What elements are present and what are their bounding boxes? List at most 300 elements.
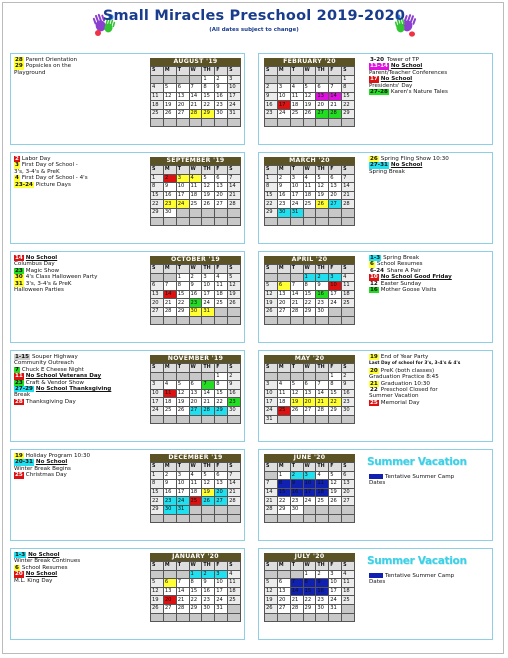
calendar-day: 18 [342,587,355,596]
calendar-day: 6 [329,174,342,183]
calendar-day: 23 [342,398,355,407]
note-text: School Resumes [376,261,423,268]
calendar-day: 3 [176,174,189,183]
calendar-day: 22 [176,299,189,308]
month-name: JANUARY '20 [150,553,241,561]
date-tag: 20 [370,367,378,374]
calendar-day: 14 [202,389,215,398]
calendar-day: 30 [189,307,202,316]
calendar-blank [342,604,355,613]
calendar-day: 31 [215,604,228,613]
calendar-day: 28 [290,307,303,316]
calendar-day: 28 [189,109,202,118]
month-notes [14,156,88,188]
calendar-blank [290,372,303,381]
date-tag: 20-31 [15,459,33,466]
date-tag: 10 [370,274,378,281]
calendar-blank [303,514,316,523]
calendar-day: 9 [316,282,329,291]
calendar-blank [215,307,228,316]
calendar-day: 18 [303,191,316,200]
month-calendar [150,454,241,523]
calendar-day: 8 [303,579,316,588]
calendar-day: 24 [303,497,316,506]
calendar-blank [202,514,215,523]
calendar-day: 6 [176,84,189,93]
calendar-day: 1 [202,75,215,84]
calendar-day: 5 [303,84,316,93]
note-text: First Day of School - [21,162,78,169]
calendar-blank [163,372,176,381]
calendar-day: 12 [265,290,278,299]
calendar-day: 9 [163,480,176,489]
date-tag: 27-28 [370,89,388,96]
weekday-header: W [189,265,202,274]
weekday-header: T [176,463,189,472]
note-text: Last Day of school for 3's, 3-4's & 4's [369,361,461,367]
page-subtitle: (All dates subject to change) [209,27,299,33]
weekday-header: W [303,67,316,76]
calendar-day: 23 [290,497,303,506]
calendar-day: 8 [215,381,228,390]
calendar-day: 17 [303,488,316,497]
calendar-day: 22 [342,101,355,110]
calendar-blank [215,217,228,226]
calendar-day: 27 [176,109,189,118]
calendar-blank [277,118,290,127]
calendar-day: 24 [176,497,189,506]
calendar-blank [215,118,228,127]
calendar-blank [342,217,355,226]
calendar-day: 15 [303,290,316,299]
note-text: Share A Pair [387,267,421,274]
calendar-day: 6 [215,174,228,183]
calendar-day: 17 [277,101,290,110]
calendar-blank [202,217,215,226]
calendar-day: 16 [163,488,176,497]
date-tag: 25 [370,399,378,406]
calendar-day: 4 [228,570,241,579]
weekday-header: S [151,364,164,373]
calendar-blank [342,316,355,325]
calendar-day: 12 [163,92,176,101]
calendar-blank [303,217,316,226]
calendar-day: 21 [342,191,355,200]
month-calendar [264,355,355,424]
calendar-day: 10 [265,389,278,398]
calendar-blank [265,570,278,579]
weekday-header: S [228,463,241,472]
weekday-header: T [290,166,303,175]
note-text: No School [28,552,60,558]
calendar-day: 14 [265,488,278,497]
calendar-blank [265,273,278,282]
note-text: End of Year Party [380,354,429,360]
weekday-header: S [228,562,241,571]
calendar-day: 9 [163,183,176,192]
calendar-blank [277,372,290,381]
calendar-day: 24 [228,101,241,110]
calendar-blank [176,372,189,381]
calendar-day: 3 [215,570,228,579]
calendar-day: 27 [303,406,316,415]
weekday-header: M [163,166,176,175]
month-calendar [150,256,241,325]
note-text: No School [390,63,423,70]
calendar-blank [290,415,303,424]
calendar-day: 3 [329,570,342,579]
month-calendar [150,58,241,127]
note-text: Picture Days [35,181,71,188]
calendar-day: 20 [303,398,316,407]
weekday-header: W [303,265,316,274]
calendar-day: 22 [151,497,164,506]
calendar-day: 16 [228,389,241,398]
calendar-day: 29 [265,208,278,217]
weekday-header: W [303,364,316,373]
calendar-day: 26 [163,109,176,118]
weekday-header: M [163,364,176,373]
calendar-day: 31 [202,307,215,316]
calendar-day: 10 [176,183,189,192]
calendar-day: 17 [329,290,342,299]
weekday-header: F [329,463,342,472]
calendar-day: 28 [228,200,241,209]
calendar-day: 15 [277,488,290,497]
calendar-day: 17 [228,92,241,101]
calendar-day: 27 [342,497,355,506]
calendar-day: 5 [202,174,215,183]
calendar-blank [303,75,316,84]
calendar-day: 2 [290,471,303,480]
note-text: No School Thanksgiving [35,386,112,393]
note-line [369,360,460,367]
calendar-day: 15 [202,92,215,101]
calendar-day: 1 [277,471,290,480]
date-tag: 6 [370,261,374,268]
calendar-blank [303,118,316,127]
month-box [10,251,245,343]
calendar-day: 5 [176,381,189,390]
calendar-day: 12 [202,480,215,489]
note-line [14,578,80,584]
weekday-header: TH [202,364,215,373]
calendar-day: 17 [202,290,215,299]
calendar-day: 1 [303,273,316,282]
calendar-blank [316,514,329,523]
calendar-day: 10 [329,579,342,588]
weekday-header: TH [316,364,329,373]
calendar-day: 6 [151,282,164,291]
calendar-day: 17 [215,587,228,596]
calendar-day: 28 [342,200,355,209]
weekday-header: T [176,265,189,274]
calendar-blank [151,273,164,282]
calendar-blank [342,613,355,622]
note-text: Mother Goose Visits [380,287,437,294]
calendar-blank [303,505,316,514]
calendar-day: 1 [215,372,228,381]
calendar-day: 19 [265,299,278,308]
weekday-header: S [342,364,355,373]
month-calendar [150,553,241,622]
calendar-blank [342,514,355,523]
month-box [258,152,493,244]
calendar-day: 23 [277,200,290,209]
calendar-blank [151,415,164,424]
calendar-day: 4 [163,381,176,390]
note-text: Break [14,392,31,399]
calendar-day: 8 [176,282,189,291]
note-text: Parent Orientation [25,57,78,63]
calendar-blank [228,415,241,424]
calendar-day: 20 [151,299,164,308]
calendar-day: 29 [303,307,316,316]
calendar-day: 20 [316,101,329,110]
calendar-day: 26 [329,497,342,506]
calendar-day: 27 [163,604,176,613]
calendar-blank [290,273,303,282]
calendar-day: 1 [189,570,202,579]
calendar-day: 28 [176,604,189,613]
weekday-header: TH [202,265,215,274]
calendar-day: 8 [265,183,278,192]
calendar-day: 28 [202,406,215,415]
note-text: Memorial Day [380,399,420,406]
calendar-blank [228,208,241,217]
calendar-day: 15 [329,389,342,398]
month-name: AUGUST '19 [150,58,241,66]
month-box [10,53,245,145]
calendar-day: 21 [290,299,303,308]
calendar-day: 11 [342,282,355,291]
calendar-blank [163,613,176,622]
calendar-day: 4 [290,84,303,93]
weekday-header: T [290,562,303,571]
calendar-day: 2 [163,174,176,183]
weekday-header: W [189,364,202,373]
calendar-day: 25 [189,497,202,506]
calendar-day: 14 [228,480,241,489]
calendar-day: 24 [329,596,342,605]
calendar-blank [290,613,303,622]
calendar-blank [265,75,278,84]
calendar-day: 25 [151,109,164,118]
calendar-day: 2 [316,570,329,579]
weekday-header: S [151,67,164,76]
calendar-day: 31 [265,415,278,424]
calendar-blank [290,514,303,523]
note-line [14,182,88,188]
note-text: Presidents' Day [369,82,413,89]
calendar-day: 24 [277,109,290,118]
calendar-day: 16 [202,587,215,596]
note-text: Spring Break [369,168,405,175]
note-text: No School [390,162,423,169]
calendar-blank [163,75,176,84]
calendar-day: 15 [215,389,228,398]
calendar-day: 24 [176,200,189,209]
month-name: NOVEMBER '19 [150,355,241,363]
note-text: No School [35,459,68,466]
month-calendar [264,553,355,622]
calendar-day: 16 [163,191,176,200]
calendar-blank [329,415,342,424]
note-text: Labor Day [21,156,51,162]
calendar-day: 8 [151,480,164,489]
weekday-header: M [163,562,176,571]
calendar-day: 11 [151,92,164,101]
calendar-blank [176,316,189,325]
calendar-day: 16 [189,290,202,299]
calendar-blank [316,118,329,127]
calendar-day: 6 [342,471,355,480]
note-text: 3's, 3-4's & PreK [14,168,60,175]
weekday-header: F [215,364,228,373]
note-text: Tentative Summer Camp [385,474,455,480]
weekday-header: TH [202,463,215,472]
calendar-blank [277,613,290,622]
note-text: Tower of TP [387,57,419,63]
calendar-day: 12 [202,183,215,192]
date-tag: 17 [370,76,378,83]
calendar-day: 30 [163,208,176,217]
date-tag: 6 [15,564,19,571]
calendar-day: 29 [303,604,316,613]
weekday-header: W [303,562,316,571]
calendar-day: 21 [202,398,215,407]
month-calendar [150,157,241,226]
calendar-blank [189,316,202,325]
calendar-day: 4 [189,471,202,480]
calendar-day: 30 [228,406,241,415]
calendar-blank [265,217,278,226]
calendar-day: 27 [277,307,290,316]
calendar-day: 18 [290,101,303,110]
calendar-day: 19 [228,290,241,299]
calendar-day: 25 [316,497,329,506]
calendar-day: 21 [176,596,189,605]
calendar-blank [151,118,164,127]
calendar-day: 27 [277,604,290,613]
month-calendar [150,355,241,424]
calendar-blank [316,505,329,514]
calendar-day: 22 [215,398,228,407]
calendar-day: 18 [189,191,202,200]
calendar-day: 31 [290,208,303,217]
calendar-blank [265,118,278,127]
calendar-day: 26 [265,604,278,613]
calendar-day: 26 [202,200,215,209]
date-tag: 19 [15,453,23,459]
weekday-header: S [265,166,278,175]
month-name: FEBRUARY '20 [264,58,355,66]
month-name: SEPTEMBER '19 [150,157,241,165]
calendar-day: 17 [290,191,303,200]
calendar-blank [163,217,176,226]
calendar-day: 10 [329,282,342,291]
calendar-day: 30 [215,109,228,118]
calendar-day: 6 [277,579,290,588]
weekday-header: TH [316,67,329,76]
calendar-day: 15 [342,92,355,101]
calendar-day: 25 [303,200,316,209]
calendar-day: 7 [329,84,342,93]
calendar-day: 19 [290,398,303,407]
calendar-day: 22 [303,596,316,605]
note-line [369,287,452,293]
calendar-day: 16 [277,191,290,200]
calendar-day: 1 [342,75,355,84]
calendar-blank [290,316,303,325]
calendar-day: 31 [176,505,189,514]
calendar-day: 11 [290,92,303,101]
calendar-blank [202,613,215,622]
month-name: JULY '20 [264,553,355,561]
weekday-header: F [329,265,342,274]
calendar-day: 9 [215,84,228,93]
date-tag: 12 [370,280,378,287]
weekday-header: T [176,67,189,76]
calendar-day: 14 [228,183,241,192]
calendar-day: 25 [277,406,290,415]
weekday-header: T [290,463,303,472]
note-text: No School [380,76,413,83]
calendar-day: 24 [151,406,164,415]
calendar-day: 24 [290,200,303,209]
calendar-day: 26 [316,200,329,209]
calendar-blank [277,75,290,84]
calendar-day: 17 [329,587,342,596]
calendar-day: 7 [202,381,215,390]
note-text: Community Outreach [14,360,74,367]
note-text: Winter Break Continues [14,558,81,565]
calendar-blank [316,613,329,622]
calendar-blank [176,118,189,127]
calendar-day: 9 [342,381,355,390]
calendar-day: 30 [316,307,329,316]
month-notes [369,255,452,293]
weekday-header: T [290,67,303,76]
summer-vacation-title: Summer Vacation [367,555,467,567]
calendar-day: 12 [316,183,329,192]
calendar-day: 2 [215,75,228,84]
calendar-day: 25 [228,596,241,605]
calendar-blank [290,75,303,84]
calendar-day: 27 [215,200,228,209]
month-calendar [264,58,355,127]
calendar-day: 4 [303,174,316,183]
calendar-day: 19 [176,398,189,407]
calendar-day: 4 [342,273,355,282]
calendar-day: 10 [303,480,316,489]
calendar-day: 16 [265,101,278,110]
calendar-day: 5 [202,471,215,480]
calendar-day: 18 [316,488,329,497]
calendar-day: 7 [176,579,189,588]
calendar-day: 6 [303,381,316,390]
calendar-day: 25 [342,299,355,308]
calendar-day: 11 [228,579,241,588]
calendar-blank [151,372,164,381]
calendar-blank [303,372,316,381]
calendar-day: 30 [342,406,355,415]
calendar-blank [215,208,228,217]
calendar-blank [163,415,176,424]
calendar-day: 24 [202,299,215,308]
calendar-day: 14 [176,587,189,596]
note-text: Dates [369,579,386,586]
